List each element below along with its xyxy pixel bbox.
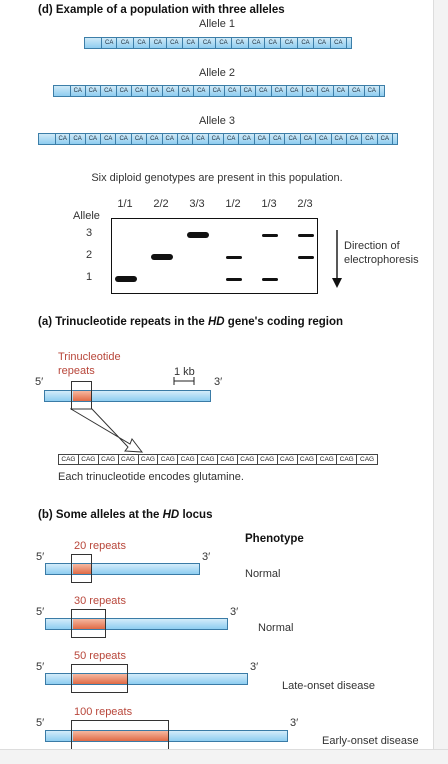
allele-3-label: Allele 3 — [198, 115, 236, 127]
genotype-label: 1/2 — [225, 198, 241, 210]
allele-20-phenotype: Normal — [245, 568, 281, 580]
gel-band — [262, 234, 278, 237]
allele-20-box — [71, 554, 92, 583]
cag-codon-cell: CAG — [258, 455, 278, 464]
ca-repeat-cell: CA — [272, 86, 288, 96]
bottom-gutter — [0, 749, 448, 764]
allele-100-phenotype: Early-onset disease — [322, 735, 419, 747]
cag-codon-cell: CAG — [158, 455, 178, 464]
ca-repeat-cell: CA — [316, 134, 331, 144]
ca-repeat-cell: CA — [199, 38, 215, 48]
section-b-heading — [38, 509, 212, 521]
cag-codon-cell: CAG — [119, 455, 139, 464]
ca-repeat-cell: CA — [362, 134, 377, 144]
ca-repeat-cell: CA — [378, 134, 393, 144]
ca-repeat-cell: CA — [132, 86, 148, 96]
genotype-label: 2/3 — [297, 198, 313, 210]
cag-codon-cell: CAG — [360, 456, 375, 463]
phenotype-header: Phenotype — [245, 533, 304, 545]
direction-label-1: Direction of — [344, 240, 400, 252]
allele-100-three-prime: 3′ — [290, 717, 299, 729]
gel-band — [298, 256, 314, 259]
allele-20-three-prime: 3′ — [202, 551, 211, 563]
ca-repeat-cell: CA — [216, 38, 232, 48]
cag-codon-cell: CAG — [79, 455, 99, 464]
ca-repeat-cell: CA — [281, 38, 297, 48]
allele-level-label: 3 — [86, 227, 93, 239]
cag-codon-cell: CAG — [99, 455, 119, 464]
hd-gene-bar — [44, 390, 211, 402]
cag-codon-cell: CAG — [178, 455, 198, 464]
allele-axis-label: Allele — [73, 210, 100, 222]
ca-repeat-cell: CA — [303, 86, 319, 96]
section-a-heading-gene: HD — [207, 316, 225, 328]
ca-repeat-cell: CA — [225, 86, 241, 96]
genotype-label: 1/3 — [261, 198, 277, 210]
trinucleotide-repeats-label-2: repeats — [58, 365, 95, 377]
ca-repeat-cell: CA — [301, 134, 316, 144]
genotypes-caption: Six diploid genotypes are present in this population. — [91, 172, 343, 184]
ca-repeat-cell: CA — [232, 38, 248, 48]
ca-repeat-cell: CA — [134, 38, 150, 48]
ca-repeat-cell: CA — [132, 134, 147, 144]
ca-repeat-cell: CA — [150, 38, 166, 48]
allele-3-repeat-bar — [38, 133, 398, 145]
ca-repeat-cell: CA — [249, 38, 265, 48]
ca-repeat-cell: CA — [179, 86, 195, 96]
ca-repeat-cell: CA — [86, 134, 101, 144]
gel-band — [226, 278, 242, 281]
allele-100-repeats-label: 100 repeats — [74, 706, 133, 718]
right-gutter — [433, 0, 448, 764]
allele-30-three-prime: 3′ — [230, 606, 239, 618]
gel-band — [298, 234, 314, 237]
allele-100-box — [71, 720, 169, 750]
allele-2-repeat-bar — [53, 85, 385, 97]
genotype-label: 3/3 — [189, 198, 205, 210]
glutamine-caption: Each trinucleotide encodes glutamine. — [58, 471, 244, 483]
allele-50-five-prime: 5′ — [36, 661, 45, 673]
genotype-label: 2/2 — [153, 198, 169, 210]
ca-repeat-cell: CA — [101, 38, 117, 48]
direction-label-2: electrophoresis — [344, 254, 419, 266]
allele-50-repeats-label: 50 repeats — [74, 650, 126, 662]
ca-repeat-cell: CA — [147, 134, 162, 144]
gene-five-prime-label: 5′ — [35, 376, 44, 388]
ca-repeat-cell: CA — [318, 86, 334, 96]
direction-arrow-icon — [330, 230, 344, 290]
section-b-heading-prefix: (b) Some alleles at the — [38, 509, 163, 521]
ca-repeat-cell: CA — [239, 134, 254, 144]
ca-repeat-cell: CA — [163, 134, 178, 144]
allele-30-phenotype: Normal — [258, 622, 294, 634]
ca-repeat-cell: CA — [255, 134, 270, 144]
allele-50-three-prime: 3′ — [250, 661, 259, 673]
repeat-region-box — [71, 381, 92, 410]
section-a-heading — [38, 316, 343, 328]
gel-band — [187, 232, 209, 238]
gel-band — [262, 278, 278, 281]
cag-codon-cell: CAG — [278, 455, 298, 464]
ca-repeat-cell: CA — [116, 134, 131, 144]
section-d-heading: (d) Example of a population with three alleles — [38, 4, 285, 16]
ca-repeat-cell: CA — [334, 86, 350, 96]
cag-codon-cell: CAG — [317, 455, 337, 464]
ca-repeat-cell: CA — [256, 86, 272, 96]
cag-codon-cell: CAG — [238, 455, 258, 464]
ca-repeat-cell: CA — [163, 86, 179, 96]
genotype-label: 1/1 — [117, 198, 133, 210]
trinucleotide-repeats-label-1: Trinucleotide — [58, 351, 121, 363]
ca-repeat-cell: CA — [332, 134, 347, 144]
ca-repeat-cell: CA — [331, 38, 347, 48]
allele-30-repeats-label: 30 repeats — [74, 595, 126, 607]
ca-repeat-cell: CA — [365, 86, 381, 96]
allele-20-bar — [45, 563, 200, 575]
ca-repeat-cell: CA — [117, 38, 133, 48]
cag-codon-cell: CAG — [198, 455, 218, 464]
cag-repeat-strip — [58, 454, 378, 465]
ca-repeat-cell: CA — [117, 86, 133, 96]
section-b-heading-suffix: locus — [179, 509, 213, 521]
allele-level-label: 1 — [86, 271, 93, 283]
ca-repeat-cell: CA — [285, 134, 300, 144]
allele-2-label: Allele 2 — [198, 67, 236, 79]
cag-codon-cell: CAG — [337, 455, 357, 464]
cag-codon-cell: CAG — [298, 455, 318, 464]
ca-repeat-cell: CA — [178, 134, 193, 144]
allele-20-repeats-label: 20 repeats — [74, 540, 126, 552]
ca-repeat-cell: CA — [298, 38, 314, 48]
ca-repeat-cell: CA — [210, 86, 226, 96]
ca-repeat-cell: CA — [194, 86, 210, 96]
gene-three-prime-label: 3′ — [214, 376, 223, 388]
allele-level-label: 2 — [86, 249, 93, 261]
ca-repeat-cell: CA — [55, 134, 70, 144]
zoom-arrow-icon — [70, 408, 210, 458]
allele-1-label: Allele 1 — [198, 18, 236, 30]
scale-label: 1 kb — [174, 366, 195, 378]
ca-repeat-cell: CA — [86, 86, 102, 96]
section-a-heading-prefix: (a) Trinucleotide repeats in the — [38, 316, 208, 328]
ca-repeat-cell: CA — [183, 38, 199, 48]
cag-codon-cell: CAG — [218, 455, 238, 464]
ca-repeat-cell: CA — [70, 86, 86, 96]
gel-band — [226, 256, 242, 259]
gel-band — [151, 254, 173, 260]
ca-repeat-cell: CA — [265, 38, 281, 48]
cag-codon-cell: CAG — [59, 455, 79, 464]
ca-repeat-cell: CA — [70, 134, 85, 144]
ca-repeat-cell: CA — [241, 86, 257, 96]
ca-repeat-cell: CA — [224, 134, 239, 144]
electrophoresis-gel — [111, 218, 318, 294]
ca-repeat-cell: CA — [101, 134, 116, 144]
ca-repeat-cell: CA — [347, 134, 362, 144]
section-a-heading-suffix: gene's coding region — [224, 316, 343, 328]
ca-repeat-cell: CA — [193, 134, 208, 144]
ca-repeat-cell: CA — [101, 86, 117, 96]
ca-repeat-cell: CA — [209, 134, 224, 144]
allele-20-five-prime: 5′ — [36, 551, 45, 563]
allele-50-phenotype: Late-onset disease — [282, 680, 375, 692]
ca-repeat-cell: CA — [349, 86, 365, 96]
allele-30-five-prime: 5′ — [36, 606, 45, 618]
ca-repeat-cell: CA — [148, 86, 164, 96]
ca-repeat-cell: CA — [167, 38, 183, 48]
allele-1-repeat-bar — [84, 37, 352, 49]
scale-bar-icon — [173, 377, 195, 385]
cag-codon-cell: CAG — [139, 455, 159, 464]
allele-30-box — [71, 609, 106, 638]
ca-repeat-cell: CA — [287, 86, 303, 96]
allele-50-box — [71, 664, 128, 693]
ca-repeat-cell: CA — [314, 38, 330, 48]
section-b-heading-gene: HD — [162, 509, 180, 521]
ca-repeat-cell: CA — [270, 134, 285, 144]
allele-100-five-prime: 5′ — [36, 717, 45, 729]
gel-band — [115, 276, 137, 282]
